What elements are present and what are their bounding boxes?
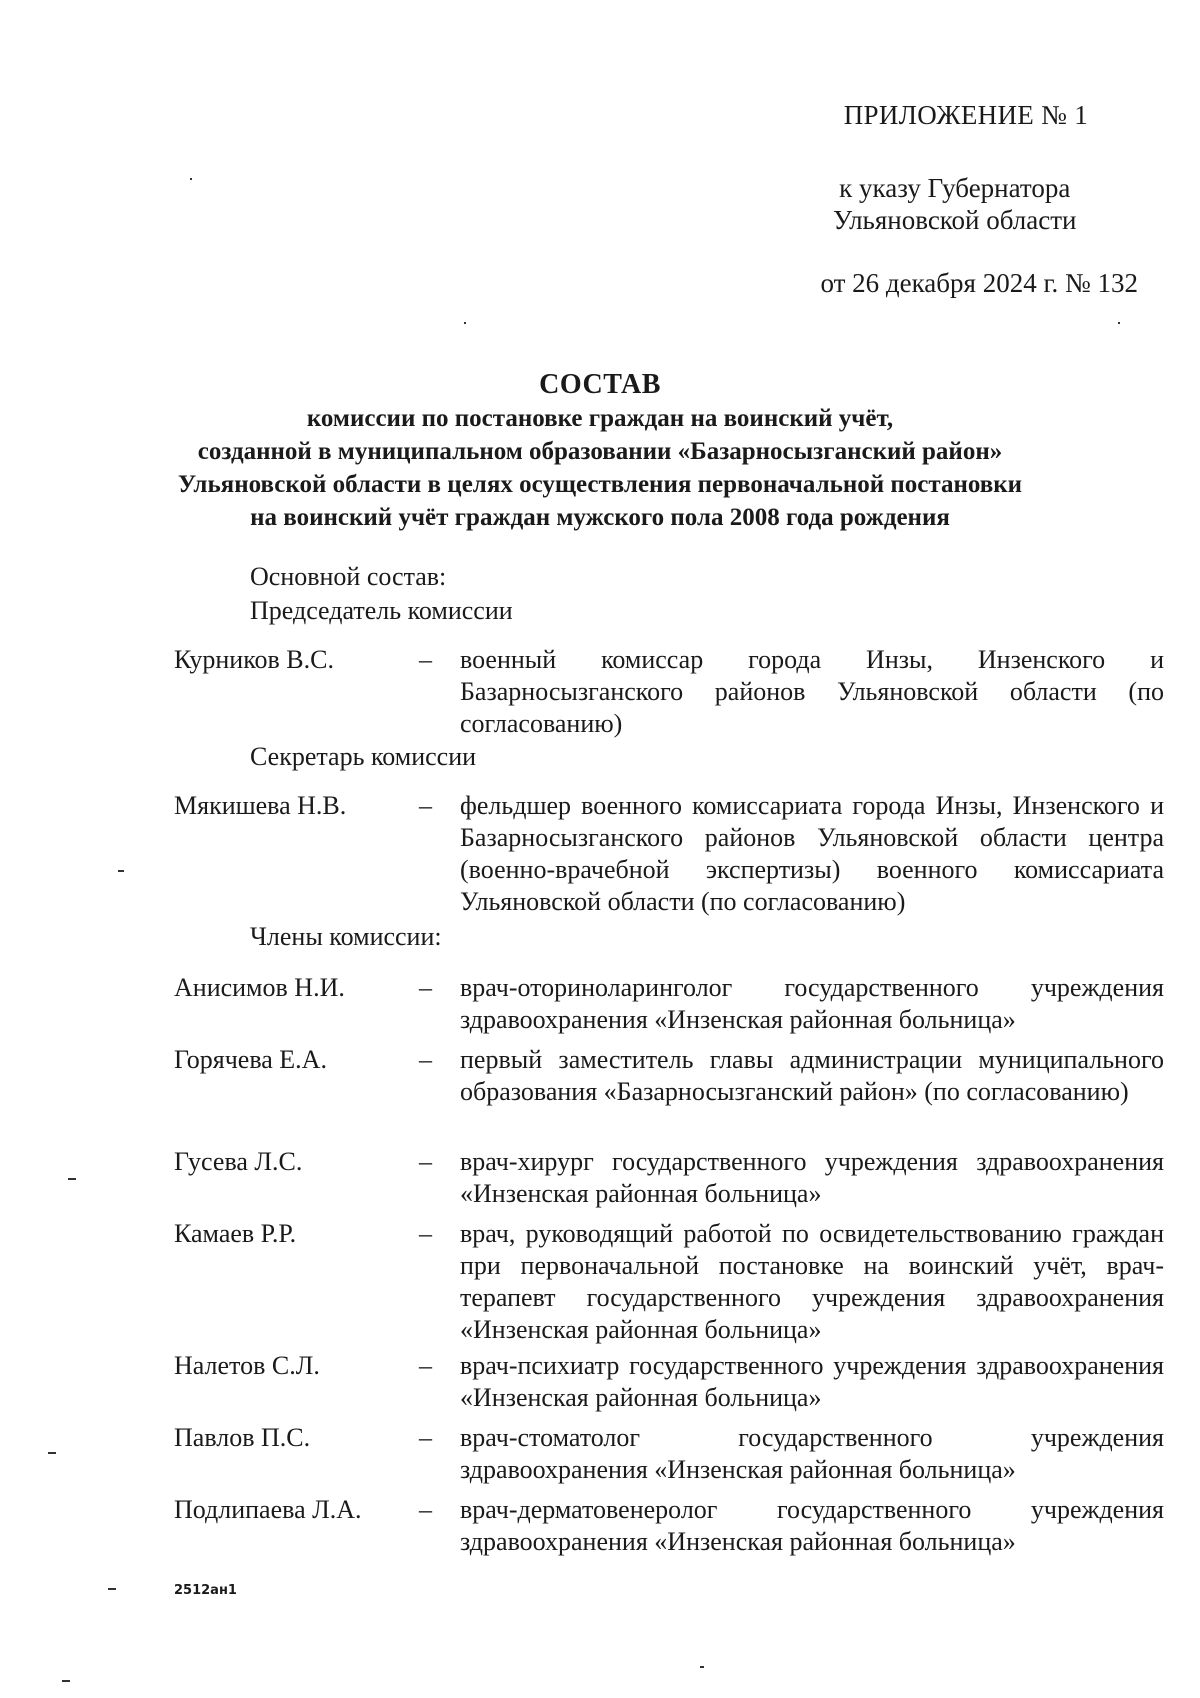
- member-name: Гусева Л.С.: [174, 1147, 303, 1176]
- member-name: Налетов С.Л.: [174, 1351, 320, 1380]
- member-name: Мякишева Н.В.: [174, 791, 347, 820]
- decree-reference: [833, 172, 1077, 236]
- scan-speck: [190, 178, 192, 180]
- dash: –: [419, 1351, 432, 1380]
- member-description: врач-оториноларинголог государственного учреждения здравоохранения «Инзенская районная больница»: [460, 973, 1164, 1034]
- dash: –: [419, 791, 432, 820]
- dash: –: [419, 1495, 432, 1524]
- appendix-title: ПРИЛОЖЕНИЕ № 1: [843, 100, 1088, 130]
- document-heading: [60, 368, 1140, 534]
- dash: –: [419, 645, 432, 674]
- dash: –: [419, 1045, 432, 1074]
- member-name: Анисимов Н.И.: [174, 973, 345, 1002]
- member-description: врач-дерматовенеролог государственного учреждения здравоохранения «Инзенская районная больница»: [460, 1495, 1164, 1556]
- scan-speck: [108, 1588, 116, 1590]
- member-description: врач-стоматолог государственного учреждения здравоохранения «Инзенская районная больница»: [460, 1423, 1164, 1484]
- section-members: Члены комиссии:: [250, 922, 442, 951]
- member-name: Курников В.С.: [174, 645, 334, 674]
- scan-speck: [464, 322, 466, 324]
- footer-document-code: 2512ан1: [174, 1583, 237, 1598]
- member-name: Горячева Е.А.: [174, 1045, 327, 1074]
- member-description: врач-психиатр государственного учреждения здравоохранения «Инзенская районная больница»: [460, 1351, 1164, 1412]
- heading-line-2: созданной в муниципальном образовании «Базарносызганский район»: [197, 438, 1003, 465]
- section-chairman: Председатель комиссии: [250, 596, 513, 625]
- decree-line-2: Ульяновской области: [833, 205, 1077, 235]
- dash: –: [419, 1219, 432, 1248]
- member-name: Подлипаева Л.А.: [174, 1495, 362, 1524]
- heading-line-4: на воинский учёт граждан мужского пола 2008 года рождения: [250, 504, 950, 531]
- member-description: врач-хирург государственного учреждения здравоохранения «Инзенская районная больница»: [460, 1147, 1164, 1208]
- scan-speck: [48, 1452, 56, 1454]
- decree-line-1: к указу Губернатора: [839, 173, 1071, 203]
- scan-speck: [1118, 322, 1120, 324]
- dash: –: [419, 1147, 432, 1176]
- heading-title: СОСТАВ: [539, 369, 661, 400]
- scan-speck: [68, 1178, 76, 1180]
- heading-line-3: Ульяновской области в целях осуществления первоначальной постановки: [177, 471, 1023, 498]
- scan-speck: [700, 1666, 704, 1668]
- dash: –: [419, 1423, 432, 1452]
- section-secretary: Секретарь комиссии: [250, 742, 477, 771]
- dash: –: [419, 973, 432, 1002]
- member-description: первый заместитель главы администрации муниципального образования «Базарносызганский район» (по согласованию): [460, 1045, 1164, 1106]
- decree-date: от 26 декабря 2024 г. № 132: [820, 268, 1138, 298]
- scan-speck: [118, 870, 124, 872]
- member-description: врач, руководящий работой по освидетельствованию граждан при первоначальной постановке на воинский учёт, врач-терапевт государственного учреждения здравоохранения «Инзенская районная больница»: [460, 1219, 1164, 1344]
- section-main-composition: Основной состав:: [250, 562, 447, 591]
- member-name: Камаев Р.Р.: [174, 1219, 297, 1248]
- heading-line-1: комиссии по постановке граждан на воинский учёт,: [306, 405, 894, 432]
- member-description: фельдшер военного комиссариата города Инзы, Инзенского и Базарносызганского районов Ульяновской области центра (военно-врачебной экспертизы) военного комиссариата Ульяновской области (по согласованию): [460, 791, 1164, 916]
- member-description: военный комиссар города Инзы, Инзенского и Базарносызганского районов Ульяновской области (по согласованию): [460, 645, 1164, 738]
- member-name: Павлов П.С.: [174, 1423, 311, 1452]
- scan-speck: [62, 1680, 70, 1682]
